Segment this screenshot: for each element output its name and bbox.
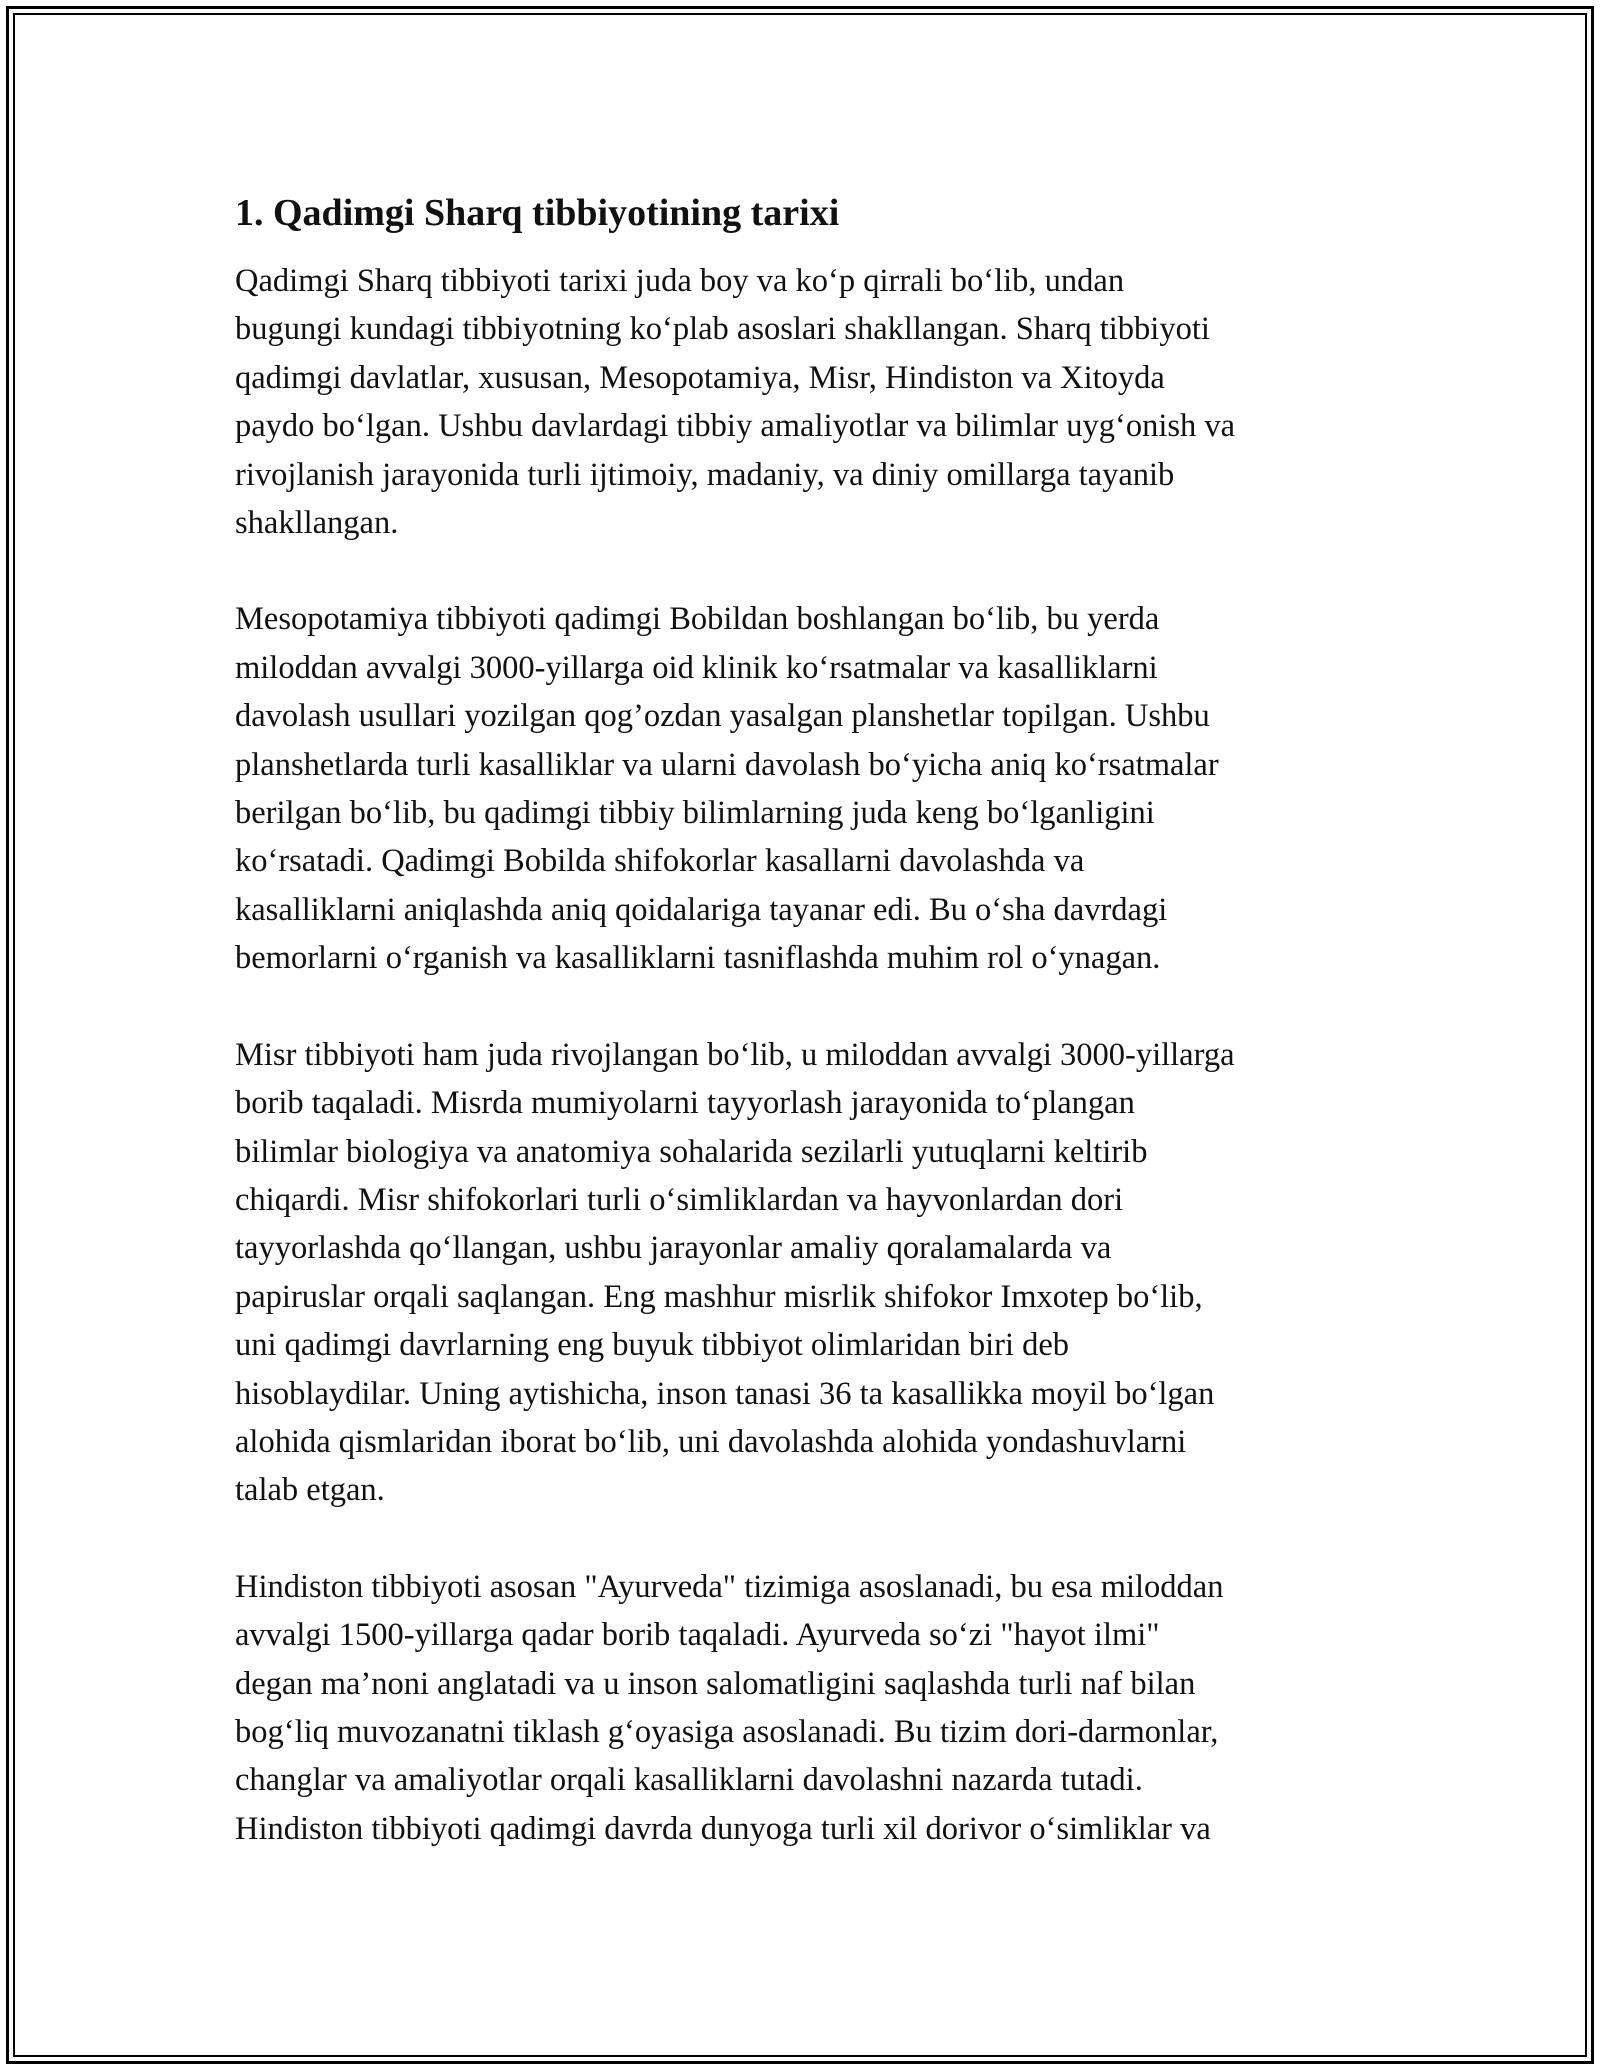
text-line: berilgan bo‘lib, bu qadimgi tibbiy bilimlarning juda keng bo‘lganligini bbox=[235, 795, 1155, 832]
text-line: miloddan avvalgi 3000-yillarga oid klinik ko‘rsatmalar va kasalliklarni bbox=[235, 649, 1158, 686]
text-line: paydo bo‘lgan. Ushbu davlardagi tibbiy amaliyotlar va bilimlar uyg‘onish va bbox=[235, 408, 1236, 445]
section-heading: 1. Qadimgi Sharq tibbiyotining tarixi bbox=[235, 192, 840, 234]
text-line: ko‘rsatadi. Qadimgi Bobilda shifokorlar kasallarni davolashda va bbox=[235, 843, 1085, 880]
text-line: qadimgi davlatlar, xususan, Mesopotamiya, Misr, Hindiston va Xitoyda bbox=[235, 359, 1165, 396]
text-line: bemorlarni o‘rganish va kasalliklarni tasniflashda muhim rol o‘ynagan. bbox=[235, 940, 1161, 977]
text-line: Misr tibbiyoti ham juda rivojlangan bo‘lib, u miloddan avvalgi 3000-yillarga bbox=[235, 1036, 1235, 1073]
text-line: rivojlanish jarayonida turli ijtimoiy, madaniy, va diniy omillarga tayanib bbox=[235, 456, 1175, 493]
text-line: hisoblaydilar. Uning aytishicha, inson tanasi 36 ta kasallikka moyil bo‘lgan bbox=[235, 1375, 1215, 1412]
text-line: Hindiston tibbiyoti qadimgi davrda dunyoga turli xil dorivor o‘simliklar va bbox=[235, 1810, 1211, 1847]
text-line: avvalgi 1500-yillarga qadar borib taqaladi. Ayurveda so‘zi "hayot ilmi" bbox=[235, 1617, 1160, 1654]
text-line: talab etgan. bbox=[235, 1472, 385, 1509]
paragraph-mesopotamia bbox=[235, 595, 1370, 982]
text-line: planshetlarda turli kasalliklar va ularni davolash bo‘yicha aniq ko‘rsatmalar bbox=[235, 746, 1219, 783]
text-line: bog‘liq muvozanatni tiklash g‘oyasiga asoslanadi. Bu tizim dori-darmonlar, bbox=[235, 1713, 1219, 1750]
text-line: davolash usullari yozilgan qog’ozdan yasalgan planshetlar topilgan. Ushbu bbox=[235, 698, 1210, 735]
text-line: alohida qismlaridan iborat bo‘lib, uni davolashda alohida yondashuvlarni bbox=[235, 1423, 1187, 1460]
paragraph-india bbox=[235, 1563, 1370, 1853]
text-line: uni qadimgi davrlarning eng buyuk tibbiyot olimlaridan biri deb bbox=[235, 1327, 1070, 1364]
text-line: degan ma’noni anglatadi va u inson salomatligini saqlashda turli naf bilan bbox=[235, 1665, 1196, 1702]
text-line: papiruslar orqali saqlangan. Eng mashhur misrlik shifokor Imxotep bo‘lib, bbox=[235, 1278, 1203, 1315]
text-line: borib taqaladi. Misrda mumiyolarni tayyorlash jarayonida to‘plangan bbox=[235, 1085, 1135, 1122]
text-line: shakllangan. bbox=[235, 505, 399, 542]
text-line: Mesopotamiya tibbiyoti qadimgi Bobildan boshlangan bo‘lib, bu yerda bbox=[235, 601, 1160, 638]
paragraph-egypt bbox=[235, 1031, 1370, 1515]
text-line: bugungi kundagi tibbiyotning ko‘plab asoslari shakllangan. Sharq tibbiyoti bbox=[235, 311, 1210, 348]
text-line: bilimlar biologiya va anatomiya sohalarida sezilarli yutuqlarni keltirib bbox=[235, 1133, 1148, 1170]
text-line: Qadimgi Sharq tibbiyoti tarixi juda boy va ko‘p qirrali bo‘lib, undan bbox=[235, 263, 1125, 299]
paragraph-intro bbox=[235, 257, 1370, 547]
text-line: tayyorlashda qo‘llangan, ushbu jarayonlar amaliy qoralamalarda va bbox=[235, 1230, 1112, 1267]
document-body bbox=[235, 185, 1370, 1853]
text-line: Hindiston tibbiyoti asosan "Ayurveda" tizimiga asoslanadi, bu esa miloddan bbox=[235, 1568, 1224, 1605]
text-line: kasalliklarni aniqlashda aniq qoidalariga tayanar edi. Bu o‘sha davrdagi bbox=[235, 891, 1168, 928]
text-line: chiqardi. Misr shifokorlari turli o‘simliklardan va hayvonlardan dori bbox=[235, 1181, 1124, 1218]
text-line: changlar va amaliyotlar orqali kasalliklarni davolashni nazarda tutadi. bbox=[235, 1762, 1143, 1799]
